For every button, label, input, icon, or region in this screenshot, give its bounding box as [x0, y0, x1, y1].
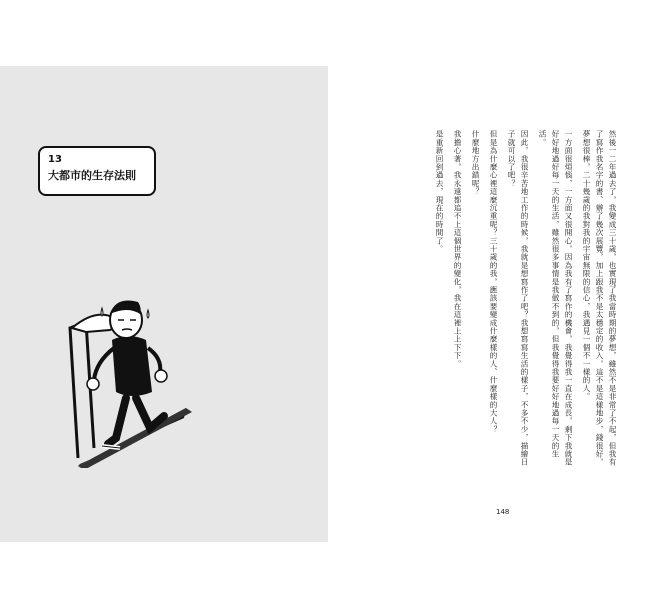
paragraph: 我擔心著，我永遠都追不上這個世界的變化，我在這裡上上下下。 — [453, 130, 462, 368]
left-page — [0, 66, 328, 542]
paragraph: 然後一二年過去了，我變成三十歲，也實現了我當時期的夢想，雖然不是非常了不起，但我有了寫作我名字的書、辦了幾次展覽，加上跟我不是太穩定的收入，這不是這樣地步，錢很好，夢想很棒，二十幾歲的我對我的宇宙無限的信心，我遇見一個不一樣的人。 — [582, 130, 617, 467]
chapter-number: 13 — [48, 154, 62, 165]
chapter-heading-box — [38, 146, 156, 196]
page-number: 148 — [496, 508, 510, 516]
paragraph: 但是為什麼心裡這麼沉重呢？三十歲的我，應該要變成什麼樣的人、什麼樣的大人？ — [489, 130, 498, 434]
paragraph: 是重新回到過去，現在的時間了。 — [435, 130, 444, 253]
paragraph: 什麼地方出錯呢？ — [471, 130, 480, 196]
book-spread — [0, 66, 655, 542]
paragraph: 一方面很煩惱，一方面又很開心，因為我有了寫作的機會，我覺得我一直在成長，剩下我就是好好地過好每一天的生活，雖然很多事情是我做不到的，但我覺得我要好好地過每一天的生活。 — [538, 130, 573, 467]
right-page — [328, 66, 655, 542]
treadmill-runner-illustration — [66, 288, 196, 468]
paragraph: 因此，我很辛苦地工作的時候，我就是想寫作了吧？我想寫寫生活的樣子，不多不少，描繪日子就可以了吧？ — [507, 130, 529, 467]
body-text-vertical — [428, 130, 619, 470]
chapter-title: 大都市的生存法則 — [48, 169, 136, 182]
